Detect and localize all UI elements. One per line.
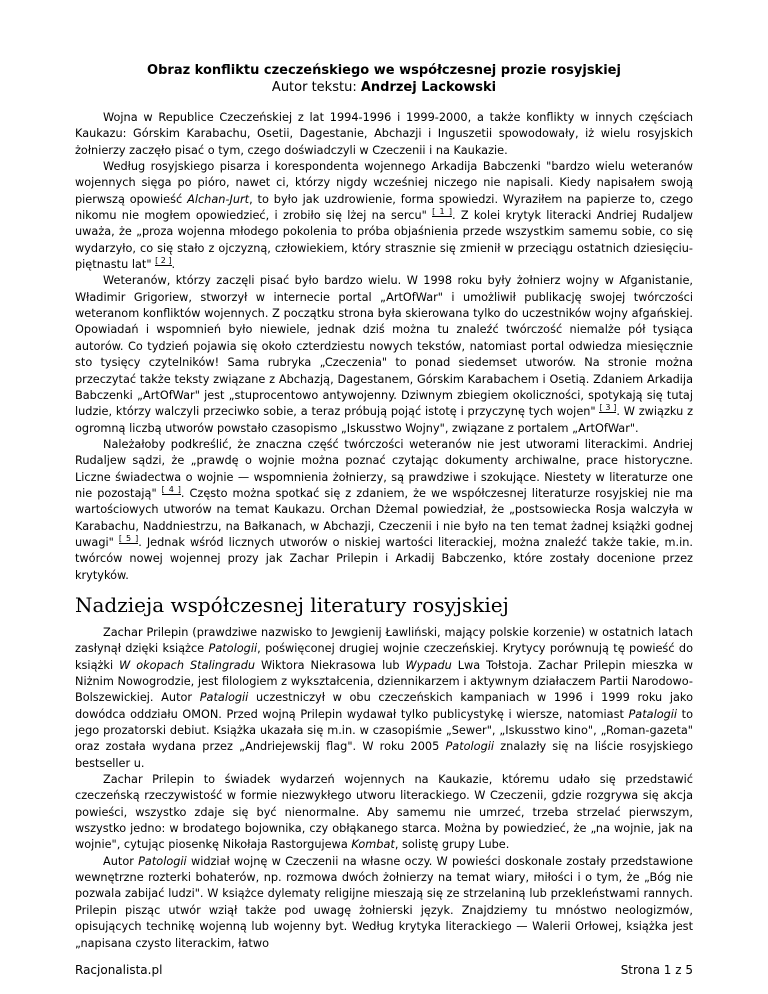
text-run: , poświęconej drugiej wojnie czeczeńskiej. Krytycy porównują tę powieść do książki	[75, 642, 693, 672]
section-paragraph-2	[75, 772, 693, 854]
text-run: Wojna w Republice Czeczeńskiej z lat 1994-1996 i 1999-2000, a także konflikty w innych częściach Kaukazu: Górskim Karabachu, Osetii, Dagestanie, Abchazji i Inguszetii spowodowały, iż wielu rosyjskich żołnierzy zaczęło pisać o tym, czego doświadczyli w Czeczenii i na Kaukazie.	[75, 111, 693, 157]
text-run: Lwa Tołstoja. Zachar Prilepin mieszka w Niżnim Nowogrodzie, jest filologiem z wykształcenia, dziennikarzem i aktywnym działaczem Partii Narodowo-Bolszewickiej. Autor	[75, 658, 694, 705]
book-title: Patologii	[445, 740, 495, 754]
text-run: . Jednak wśród licznych utworów o niskiej wartości literackiej, można znaleźć także takie, m.in. twórców nowej wojennej prozy jak Zachar Prilepin i Arkadij Babczenko, które zostały docenione przez krytyków.	[75, 535, 693, 582]
book-title: Patologii	[138, 854, 187, 868]
intro-paragraph-1	[75, 110, 693, 159]
footnote-link[interactable]: [ 2 ]	[155, 256, 172, 266]
footnote-link[interactable]: [ 1 ]	[432, 207, 452, 217]
footer-page-number: Strona 1 z 5	[620, 963, 693, 977]
text-run: widział wojnę w Czeczenii na własne oczy. W powieści doskonale zostały przedstawione wewnętrzne rozterki bohaterów, np. rozmowa dwóch żołnierzy na temat wiary, miłości i o tym, że „Bóg nie pozwala zabijać ludzi". W książce dylematy religijne mieszają się ze strzelaniną lub przekleństwami rannych. Prilepin pisząc utwór wziął także pod uwagę żołnierski język. Znajdziemy tu mnóstwo neologizmów, opisujących technikę wojenną lub wojenny byt. Według krytyka literackiego — Walerii Orłowej, książka jest „napisana czysto literackim, łatwo	[75, 854, 693, 950]
text-run: Należałoby podkreślić, że znaczna część twórczości weteranów nie jest utworami literackimi. Andriej Rudaljew sądzi, że „prawdę o wojnie można poznać czytając dokumenty archiwalne, prace historyczne. Liczne świadectwa o wojnie — wspomnienia żołnierzy, są prawdziwe i szokujące. Niestety w literaturze one nie pozostają"	[75, 437, 693, 500]
footnote-ref-1[interactable]	[432, 207, 452, 217]
document-title: Obraz konfliktu czeczeńskiego we współczesnej prozie rosyjskiej	[147, 63, 621, 78]
footer-site: Racjonalista.pl	[75, 963, 163, 977]
text-run: Według rosyjskiego pisarza i korespondenta wojennego Arkadija Babczenki "bardzo wielu weteranów wojennych sięga po pióro, nawet ci, którzy nigdy wcześniej niczego nie napisali. Kiedy napisałem swoją pierwszą opowieść	[75, 160, 693, 206]
footnote-ref-5[interactable]	[119, 534, 138, 544]
book-title: Patalogii	[628, 707, 678, 721]
footnote-link[interactable]: [ 5 ]	[118, 534, 139, 544]
book-title: Patologii	[208, 642, 258, 656]
text-run: .	[171, 258, 176, 272]
footnote-ref-2[interactable]	[155, 256, 171, 266]
section-paragraph-3	[75, 854, 693, 952]
text-run: Zachar Prilepin to świadek wydarzeń wojennych na Kaukazie, któremu udało się przedstawić czeczeńską rzeczywistość w formie niezwykłego utworu literackiego. W Czeczenii, gdzie rozgrywa się akcja powieści, wszystko zdaje się być nienormalne. Aby samemu nie umrzeć, trzeba strzelać pierwszym, wszystko jedno: w brodatego bojownika, czy obłąkanego starca. Można by powiedzieć, że „na wojnie, jak na wojnie", cytując piosenkę Nikołaja Rastorgujewa	[75, 773, 693, 852]
text-run: . Z kolei krytyk literacki Andriej Rudaljew uważa, że „proza wojenna młodego pokolenia to próba objaśnienia przede wszystkim samemu sobie, co się wydarzyło, co się stało z ojczyzną, człowiekiem, który strasznie się zmienił w przeciągu ostatnich dziesięciu-piętnastu lat"	[75, 209, 693, 272]
footnote-ref-4[interactable]	[162, 485, 181, 495]
document-page	[75, 62, 693, 952]
footnote-link[interactable]: [ 4 ]	[161, 485, 181, 495]
text-run: Zachar Prilepin (prawdziwe nazwisko to Jewgienij Ławliński, mający polskie korzenie) w ostatnich latach zasłynął dzięki książce	[75, 625, 693, 656]
footnote-link[interactable]: [ 3 ]	[599, 403, 617, 413]
text-run: znalazły się na liście rosyjskiego bestseller u.	[75, 740, 693, 770]
book-title: W okopach Stalingradu	[119, 658, 256, 672]
text-run: Weteranów, którzy zaczęli pisać było bardzo wielu. W 1998 roku były żołnierz wojny w Afganistanie, Władimir Grigoriew, stworzył w internecie portal „ArtOfWar" i umożliwił publikację swojej twórczości weteranom konfliktów wojennych. Z początku strona była skierowana tylko do uczestników wojny afgańskiej. Opowiadań i wspomnień było niewiele, jednak dziś można tu znaleźć twórczość niemalże pół tysiąca autorów. Co tydzień pojawia się około czterdziestu nowych tekstów, natomiast portal odwiedza miesięcznie sto tysięcy czytelników! Sama rubryka „Czeczenia" to ponad siedemset utworów. Na stronie można przeczytać także teksty związane z Abchazją, Dagestanem, Górskim Karabachem i Osetią. Zdaniem Arkadija Babczenki „ArtOfWar" jest „stuprocentowo antywojenny. Dziwnym zbiegiem okoliczności, spotykają się tutaj ludzie, którzy walczyli przeciwko sobie, a teraz próbują pojąć istotę i przyczynę tych wojen"	[75, 274, 693, 419]
author-name: Andrzej Lackowski	[360, 80, 497, 95]
page-footer	[75, 963, 693, 977]
section-paragraph-1	[75, 625, 693, 772]
text-run: to jego prozatorski debiut. Książka ukazała się m.in. w czasopiśmie „Sewer", „Iskusstwo kino", „Roman-gazeta" oraz została wydana przez „Andriejewskij flag". W roku 2005	[75, 707, 694, 754]
book-title: Patalogii	[199, 691, 249, 705]
text-run: . Często można spotkać się z zdaniem, że we współczesnej literaturze rosyjskiej nie ma wartościowych utworów na temat Kaukazu. Orchan Dżemal powiedział, że „postsowiecka Rosja walczyła w Karabachu, Naddniestrzu, na Bałkanach, w Abchazji, Czeczenii i nie było na ten temat żadnej książki godnej uwagi"	[75, 486, 693, 549]
text-run: . W związku z ogromną liczbą utworów powstało czasopismo „Iskusstwo Wojny", związane z portalem „ArtOfWar".	[75, 405, 694, 435]
text-run: , to było jak uzdrowienie, forma spowiedzi. Wyraziłem na papierze to, czego nikomu nie mogłem opowiedzieć, i zrobiło się lżej na sercu"	[75, 192, 694, 223]
song-title: Kombat	[351, 838, 395, 852]
text-run: Autor	[103, 854, 139, 868]
book-title: Alchan-Jurt	[187, 192, 250, 206]
text-run: uczestniczył w obu czeczeńskich kampaniach w 1996 i 1999 roku jako dowódca oddziału OMON. Przed wojną Prilepin wydawał tylko publicystykę i wiersze, natomiast	[75, 691, 693, 721]
text-run: Wiktora Niekrasowa lub	[255, 658, 406, 672]
intro-paragraph-3	[75, 273, 693, 436]
footnote-ref-3[interactable]	[599, 403, 616, 413]
intro-paragraph-2	[75, 159, 693, 273]
section-heading: Nadzieja współczesnej literatury rosyjskiej	[75, 592, 509, 617]
author-line	[75, 79, 693, 96]
text-run: , solistę grupy Lube.	[394, 838, 510, 852]
author-label: Autor tekstu:	[271, 80, 361, 95]
intro-paragraph-4	[75, 437, 693, 584]
book-title: Wypadu	[405, 658, 452, 672]
